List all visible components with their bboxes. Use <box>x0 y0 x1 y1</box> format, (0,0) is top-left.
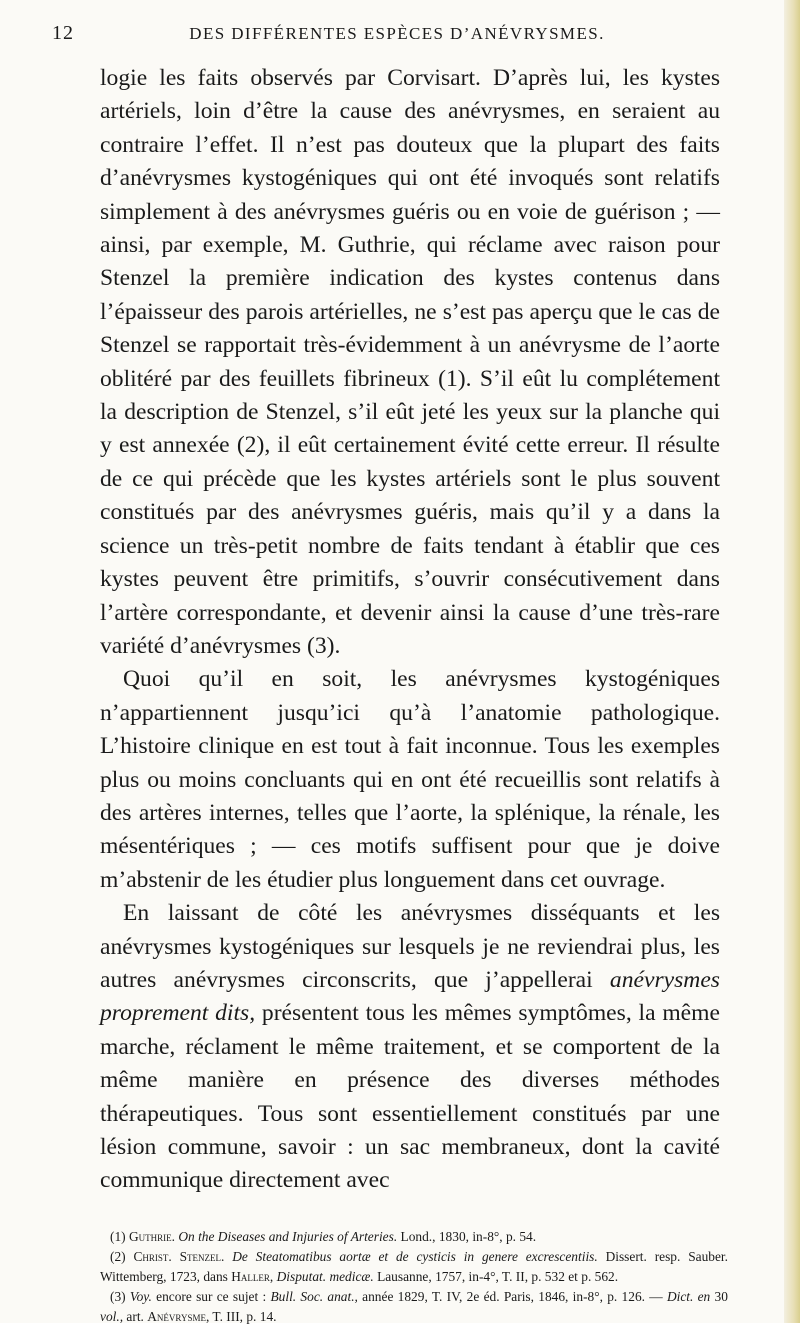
paragraph-2: Quoi qu’il en soit, les anévrysmes kystogéniques n’appartiennent jusqu’ici qu’à l’anatomie pathologique. L’histoire clinique en est tout à fait inconnue. Tous les exemples plus ou moins concluants qui en ont été recueillis sont relatifs à des artères internes, telles que l’aorte, la splénique, la rénale, les mésentériques ; — ces motifs suffisent pour que je doive m’abstenir de les étudier plus longuement dans cet ouvrage. <box>100 666 720 893</box>
footnote-2-haller-title: Disputat. medicæ. <box>276 1269 374 1284</box>
footnote-2-title: De Steatomatibus aortæ et de cysticis in genere excrescentiis. <box>232 1249 598 1264</box>
footnote-2-haller: Haller, <box>231 1269 274 1284</box>
paragraph-1: logie les faits observés par Corvisart. D’après lui, les kystes artériels, loin d’être la cause des anévrysmes, en seraient au contraire l’effet. Il n’est pas douteux que la plupart des faits d’anévrysmes kystogéniques qui ont été invoqués sont relatifs simplement à des anévrysmes guéris ou en voie de guérison ; — ainsi, par exemple, M. Guthrie, qui réclame avec raison pour Stenzel la première indication des kystes contenus dans l’épaisseur des parois artérielles, ne s’est pas aperçu que le cas de Stenzel se rapportait très-évidemment à un anévrysme de l’aorte oblitéré par des feuillets fibrineux (1). S’il eût lu complétement la description de Stenzel, s’il eût jeté les yeux sur la planche qui y est annexée (2), il eût certainement évité cette erreur. Il résulte de ce qui précède que les kystes artériels sont le plus souvent constitués par des anévrysmes guéris, mais qu’il y a dans la science un très-petit nombre de faits tendant à établir que ces kystes peuvent être primitifs, s’ouvrir consécutivement dans l’artère correspondante, et devenir ainsi la cause d’une très-rare variété d’anévrysmes (3). <box>100 65 720 659</box>
footnote-2-author: Christ. Stenzel. <box>133 1249 225 1264</box>
paragraph-3-part-a: En laissant de côté les anévrysmes disséquants et les anévrysmes kystogéniques sur lesquels je ne reviendrai plus, les autres anévrysmes circonscrits, que j’appellerai <box>100 900 720 993</box>
footnote-3-voy: Voy. <box>129 1289 152 1304</box>
footnote-1-author: Guthrie. <box>128 1229 175 1244</box>
footnote-3-rest-d: art. <box>126 1309 144 1324</box>
footnote-2-rest-a: Dissert. resp. Sauber. Wittemberg, 1723, dans <box>100 1249 728 1284</box>
footnote-1-rest: Lond., 1830, in-8°, p. 54. <box>400 1229 537 1244</box>
footnote-3-rest-e: T. III, p. 14. <box>212 1309 277 1324</box>
footnotes <box>100 1227 728 1327</box>
page-number: 12 <box>52 22 74 44</box>
footnote-3-rest-b: année 1829, T. IV, 2e éd. Paris, 1846, in-8°, p. 126. — <box>362 1289 663 1304</box>
paragraph-3 <box>100 897 720 1198</box>
footnote-2 <box>100 1247 728 1287</box>
main-text <box>100 62 720 1198</box>
footnote-3-art: Anévrysme, <box>147 1309 210 1324</box>
footnote-1 <box>100 1227 728 1247</box>
footnote-2-rest-b: Lausanne, 1757, in-4°, T. II, p. 532 et p. 562. <box>377 1269 619 1284</box>
footnote-2-number: (2) <box>110 1249 126 1264</box>
footnote-3 <box>100 1287 728 1327</box>
page-edge <box>784 0 800 1323</box>
footnote-3-vol: vol., <box>100 1309 124 1324</box>
footnote-3-dict: Dict. en <box>666 1289 711 1304</box>
footnote-1-number: (1) <box>110 1229 126 1244</box>
running-title: DES DIFFÉRENTES ESPÈCES D’ANÉVRYSMES. <box>189 24 605 43</box>
paragraph-3-italic: anévrysmes proprement dits, <box>100 966 720 1027</box>
paragraph-3-part-b: présentent tous les mêmes symptômes, la même marche, réclament le même traitement, et se comportent de la même manière en présence des diverses méthodes thérapeutiques. Tous sont essentiellement constitués par une lésion commune, savoir : un sac membraneux, dont la cavité communique directement avec <box>100 1000 720 1194</box>
footnote-3-number: (3) <box>110 1289 126 1304</box>
footnote-3-rest-a: encore sur ce sujet : <box>156 1289 267 1304</box>
footnote-3-rest-c: 30 <box>714 1289 728 1304</box>
footnote-1-title: On the Diseases and Injuries of Arteries. <box>178 1229 398 1244</box>
footnote-3-bull: Bull. Soc. anat., <box>270 1289 358 1304</box>
running-header <box>52 18 742 52</box>
